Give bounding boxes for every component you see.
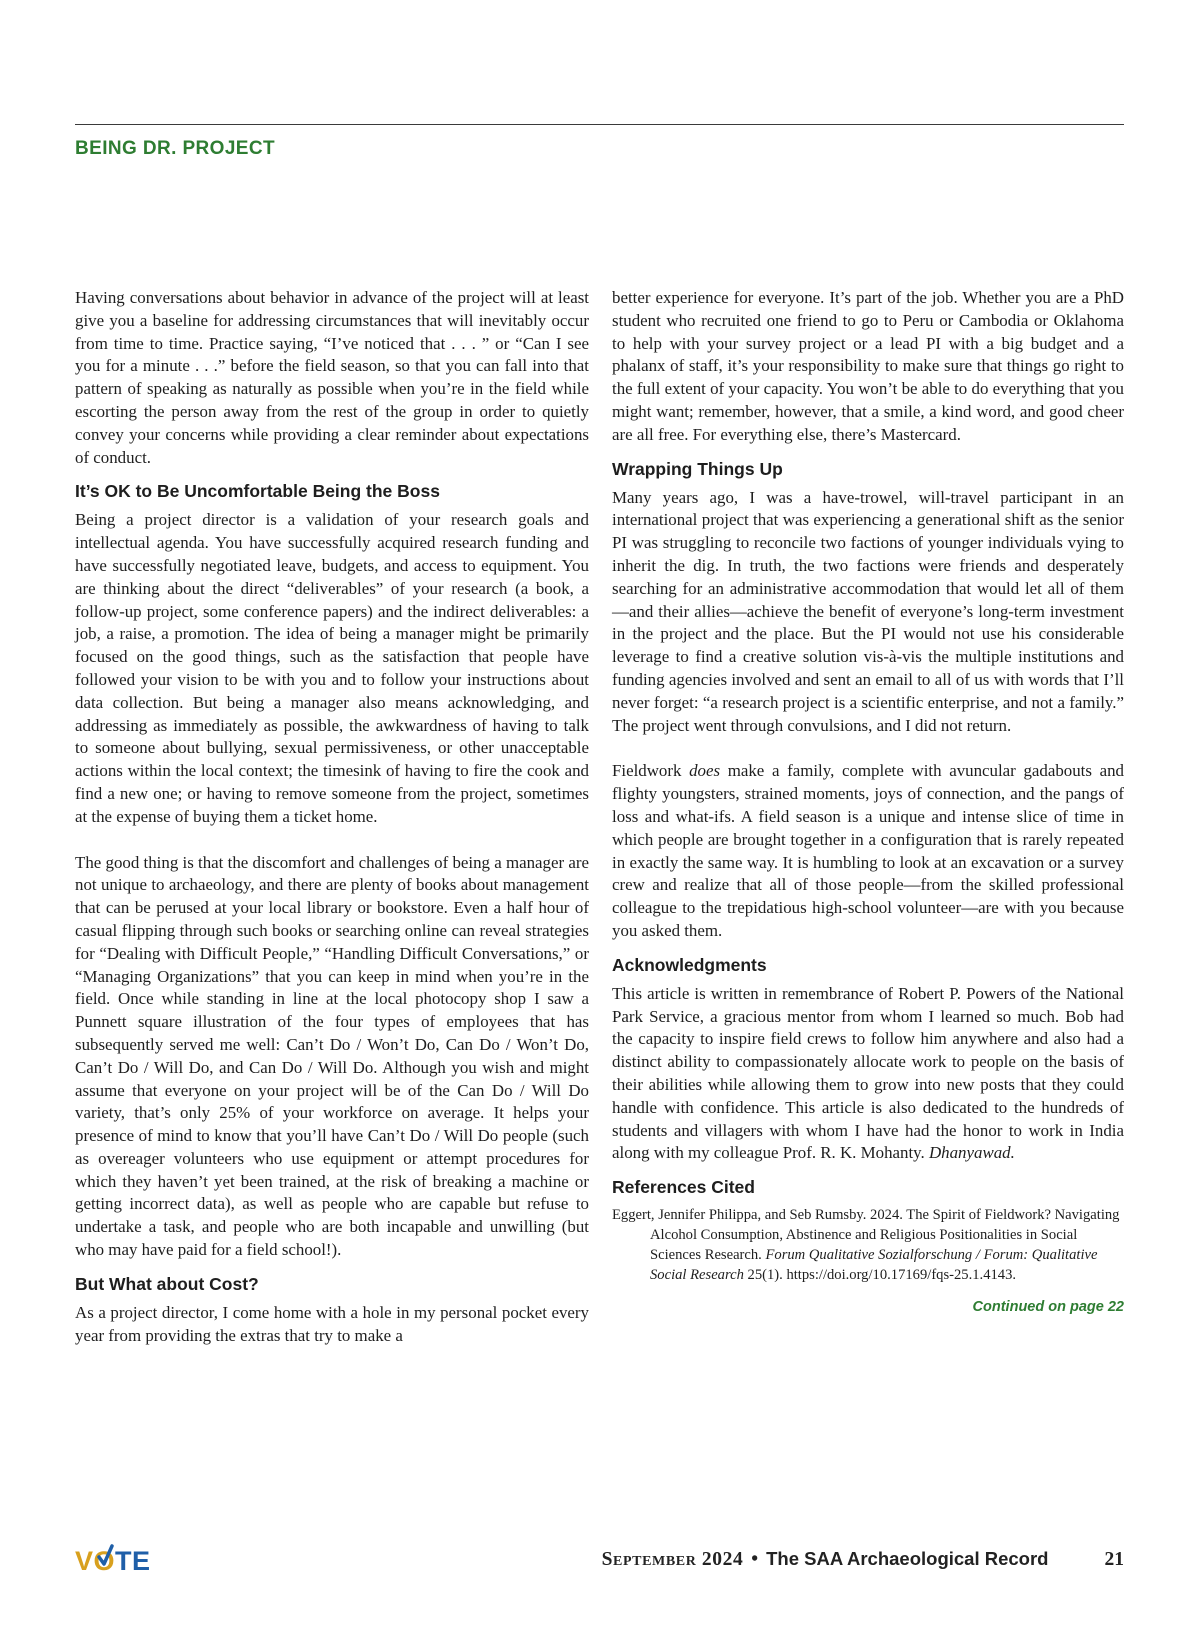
acknowledgments-paragraph bbox=[612, 983, 1124, 1165]
does-emphasis: does bbox=[689, 761, 721, 781]
vote-logo-rest: TE bbox=[115, 1546, 151, 1576]
page-number: 21 bbox=[1104, 1549, 1124, 1570]
reference-journal: Forum Qualitative Sozialforschung / Forum: Qualitative Social Research bbox=[650, 1247, 1098, 1284]
dhanyawad-emphasis: Dhanyawad. bbox=[928, 1143, 1015, 1163]
left-paragraph-4: As a project director, I come home with a hole in my personal pocket every year from providing the extras that try to make a bbox=[75, 1302, 589, 1345]
left-column bbox=[75, 287, 589, 1347]
reference-doi: 25(1). https://doi.org/10.17169/fqs-25.1.4143. bbox=[743, 1267, 1017, 1284]
heading-cost: But What about Cost? bbox=[75, 1273, 259, 1294]
right-paragraph-2: Many years ago, I was a have-trowel, will-travel participant in an international project that was experiencing a generational shift as the senior PI was struggling to reconcile two factions of younger individuals vying to inherit the dig. In truth, the two factions were friends and desperately searching for an administrative accommodation that would let all of them—and their allies—achieve the benefit of everyone’s long-term investment in the project and the place. But the PI would not use his considerable leverage to find a creative solution vis-à-vis the multiple institutions and funding agencies involved and sent an email to all of us with words that I’ll never forget: “a research project is a scientific enterprise, and not a family.” The project went through convulsions, and I did not return. bbox=[612, 487, 1124, 735]
publication-title: The SAA Archaeological Record bbox=[766, 1548, 1049, 1569]
right-paragraph-3 bbox=[612, 760, 1124, 942]
fieldwork-rest-text: make a family, complete with avuncular gadabouts and flighty youngsters, strained moments, joys of connection, and the pangs of loss and what-ifs. A field season is a unique and intense slice of time in which people are brought together in a configuration that is rarely repeated in exactly the same way. It is humbling to look at an excavation or a survey crew and realize that all of those people—from the skilled professional colleague to the trepidatious high-school volunteer—are with you because you asked them. bbox=[612, 761, 1124, 940]
vote-logo-o: O bbox=[93, 1546, 116, 1576]
left-paragraph-3: The good thing is that the discomfort and challenges of being a manager are not unique to archaeology, and there are plenty of books about management that can be perused at your local library or bookstore. Even a half hour of casual flipping through such books or searching online can reveal strategies for “Dealing with Difficult People,” “Handling Difficult Conversations,” or “Managing Organizations” that you can keep in mind when you’re in the field. Once while standing in line at the local photocopy shop I saw a Punnett square illustration of the four types of employees that has subsequently served me well: Can’t Do / Won’t Do, Can Do / Won’t Do, Can’t Do / Will Do, and Can Do / Will Do. Although you wish and might assume that everyone on your project will be of the Can Do / Will Do variety, that’s only 25% of your workforce on average. It helps your presence of mind to know that you’ll have Can’t Do / Will Do people (such as overeager volunteers who use equipment or attempt procedures for which they haven’t yet been trained, at the risk of breaking a machine or getting incorrect data), as well as people who are capable but refuse to undertake a task, and people who are both incapable and unwilling (but who may have paid for a field school!). bbox=[75, 852, 589, 1260]
footer bbox=[75, 1546, 1124, 1586]
right-column bbox=[612, 287, 1124, 1315]
reference-entry bbox=[612, 1205, 1124, 1285]
header-rule bbox=[75, 124, 1124, 125]
heading-uncomfortable-boss: It’s OK to Be Uncomfortable Being the Boss bbox=[75, 481, 440, 502]
left-paragraph-1: Having conversations about behavior in advance of the project will at least give you a baseline for addressing circumstances that will inevitably occur from time to time. Practice saying, “I’ve noticed that . . . ” or “Can I see you for a minute . . .” before the field season, so that you can fall into that pattern of speaking as naturally as possible when you’re in the field while escorting the person away from the rest of the group in order to quietly convey your concerns while providing a clear reminder about expectations of conduct. bbox=[75, 288, 589, 467]
heading-references: References Cited bbox=[612, 1177, 755, 1198]
continued-link[interactable]: Continued on page 22 bbox=[972, 1299, 1124, 1316]
issue-date: September 2024 bbox=[601, 1549, 744, 1570]
footer-bullet: • bbox=[751, 1549, 759, 1570]
reference-text: Eggert, Jennifer Philippa, and Seb Rumsby. 2024. The Spirit of Fieldwork? Navigating Alcohol Consumption, Abstinence and Religious Positionalities in Social Sciences Research. bbox=[612, 1207, 1120, 1264]
fieldwork-text: Fieldwork bbox=[612, 761, 690, 781]
right-paragraph-1: better experience for everyone. It’s part of the job. Whether you are a PhD student who recruited one friend to go to Peru or Cambodia or Oklahoma to help with your survey project or a lead PI with a big budget and a phalanx of staff, it’s your responsibility to make sure that things go right to the full extent of your capacity. You won’t be able to do everything that you might want; remember, however, that a smile, a kind word, and good cheer are all free. For everything else, there’s Mastercard. bbox=[612, 288, 1124, 444]
heading-acknowledgments: Acknowledgments bbox=[612, 954, 767, 975]
acknowledgments-text: This article is written in remembrance of Robert P. Powers of the National Park Service, a gracious mentor from whom I learned so much. Bob had the capacity to inspire field crews to follow him anywhere and also had a distinct ability to compassionately allocate work to people on the basis of their abilities while allowing them to grow into new posts that they could handle with confidence. This article is also dedicated to the hundreds of students and villagers with whom I have had the honor to work in India along with my colleague Prof. R. K. Mohanty. bbox=[612, 983, 1124, 1163]
heading-wrapping-up: Wrapping Things Up bbox=[612, 458, 783, 479]
vote-logo-v: V bbox=[75, 1546, 94, 1576]
footer-publication-info bbox=[602, 1548, 1124, 1571]
left-paragraph-2: Being a project director is a validation of your research goals and intellectual agenda. You have successfully acquired research funding and have successfully negotiated leave, budgets, and access to equipment. You are thinking about the direct “deliverables” of your research (a book, a follow-up project, some conference papers) and the indirect deliverables: a job, a raise, a promotion. The idea of being a manager might be primarily focused on the good things, such as the satisfaction that people have followed your vision to be with you and to follow your instructions about data collection. But being a manager also means acknowledging, and addressing as immediately as possible, the awkwardness of having to talk to someone about bullying, sexual permissiveness, or other unacceptable actions within the local context; the timesink of having to fire the cook and find a new one; or having to remove someone from the project, sometimes at the expense of buying them a ticket home. bbox=[75, 510, 589, 826]
vote-logo[interactable] bbox=[75, 1546, 151, 1577]
checkmark-icon bbox=[96, 1542, 114, 1570]
section-label: BEING DR. PROJECT bbox=[75, 138, 275, 159]
